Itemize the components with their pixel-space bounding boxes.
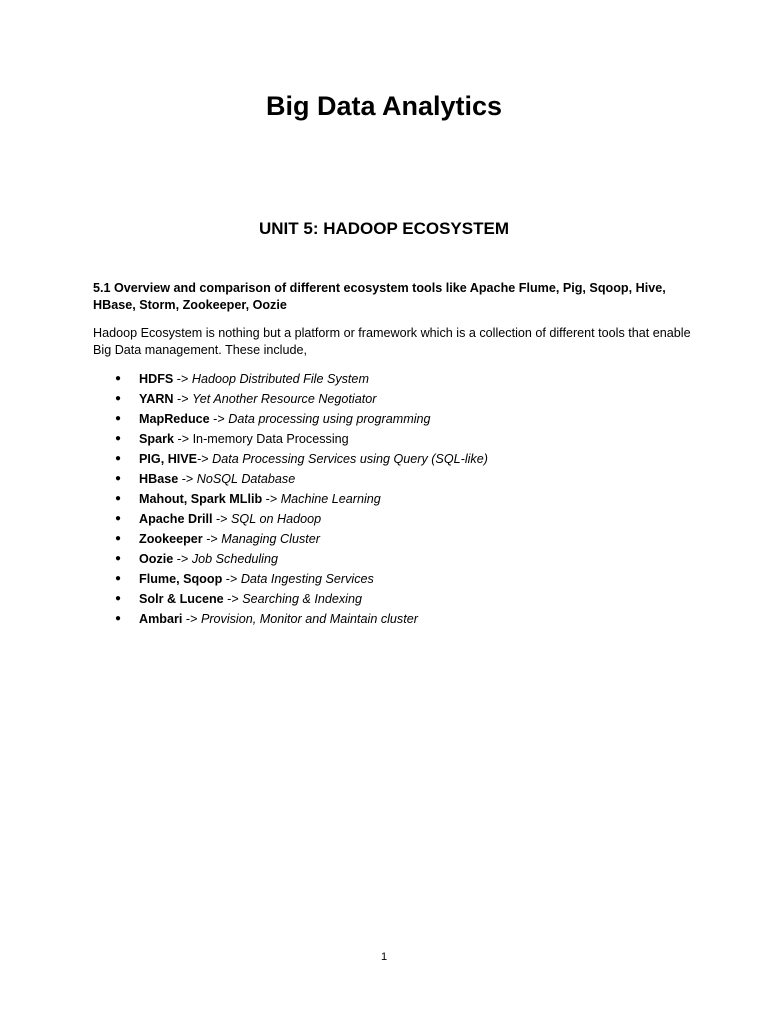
tool-description: Job Scheduling bbox=[191, 552, 278, 566]
tool-arrow: -> bbox=[182, 612, 201, 626]
list-item bbox=[93, 429, 693, 449]
tool-description: Data processing using programming bbox=[228, 412, 431, 426]
tool-description: Machine Learning bbox=[280, 492, 381, 506]
tool-description: Hadoop Distributed File System bbox=[191, 372, 369, 386]
tool-description: Data Processing Services using Query (SQL-like) bbox=[212, 452, 488, 466]
bullet-icon: ● bbox=[115, 473, 122, 484]
bullet-icon: ● bbox=[115, 613, 122, 624]
unit-title: UNIT 5: HADOOP ECOSYSTEM bbox=[259, 219, 509, 238]
tool-description: NoSQL Database bbox=[196, 472, 296, 486]
tool-name: Apache Drill bbox=[139, 512, 213, 526]
bullet-icon: ● bbox=[115, 513, 122, 524]
tool-arrow: -> bbox=[262, 492, 281, 506]
tool-name: MapReduce bbox=[139, 412, 210, 426]
tool-description: Yet Another Resource Negotiator bbox=[192, 392, 377, 406]
ecosystem-tool-list bbox=[93, 369, 693, 629]
list-item bbox=[93, 469, 693, 489]
tool-arrow: -> bbox=[173, 552, 192, 566]
bullet-icon: ● bbox=[115, 493, 122, 504]
tool-description: Managing Cluster bbox=[221, 532, 320, 546]
bullet-icon: ● bbox=[115, 453, 122, 464]
bullet-icon: ● bbox=[115, 413, 122, 424]
list-item bbox=[93, 569, 693, 589]
tool-arrow: -> bbox=[178, 472, 197, 486]
tool-description: Data Ingesting Services bbox=[240, 572, 374, 586]
document-title: Big Data Analytics bbox=[265, 91, 503, 121]
tool-description: Searching & Indexing bbox=[242, 592, 362, 606]
list-item bbox=[93, 609, 693, 629]
tool-name: Ambari bbox=[139, 612, 183, 626]
tool-description: Provision, Monitor and Maintain cluster bbox=[200, 612, 418, 626]
tool-arrow: -> bbox=[173, 392, 193, 406]
list-item bbox=[93, 449, 693, 469]
bullet-icon: ● bbox=[115, 573, 122, 584]
tool-name: PIG, HIVE bbox=[139, 452, 198, 466]
intro-paragraph: Hadoop Ecosystem is nothing but a platform or framework which is a collection of different tools that enable Big Data management. These include, bbox=[93, 326, 691, 357]
bullet-icon: ● bbox=[115, 553, 122, 564]
bullet-icon: ● bbox=[115, 533, 122, 544]
list-item bbox=[93, 369, 693, 389]
page-number: 1 bbox=[380, 951, 388, 963]
tool-description: In-memory Data Processing bbox=[192, 432, 349, 446]
tool-name: Spark bbox=[139, 432, 175, 446]
tool-arrow: -> bbox=[223, 592, 243, 606]
tool-description: SQL on Hadoop bbox=[231, 512, 322, 526]
tool-arrow: -> bbox=[173, 372, 192, 386]
tool-name: Oozie bbox=[139, 552, 174, 566]
tool-name: Flume, Sqoop bbox=[139, 572, 223, 586]
tool-arrow: -> bbox=[209, 412, 229, 426]
tool-name: YARN bbox=[139, 392, 174, 406]
bullet-icon: ● bbox=[115, 433, 122, 444]
list-item bbox=[93, 489, 693, 509]
list-item bbox=[93, 549, 693, 569]
tool-name: HBase bbox=[139, 472, 179, 486]
bullet-icon: ● bbox=[115, 393, 122, 404]
tool-name: Solr & Lucene bbox=[139, 592, 224, 606]
tool-arrow: -> bbox=[197, 452, 213, 466]
section-heading: 5.1 Overview and comparison of different ecosystem tools like Apache Flume, Pig, Sqoop, Hive, HBase, Storm, Zookeeper, Oozie bbox=[93, 281, 666, 312]
tool-name: HDFS bbox=[139, 372, 174, 386]
bullet-icon: ● bbox=[115, 373, 122, 384]
tool-arrow: -> bbox=[174, 432, 193, 446]
tool-name: Zookeeper bbox=[139, 532, 203, 546]
list-item bbox=[93, 389, 693, 409]
tool-name: Mahout, Spark MLlib bbox=[139, 492, 263, 506]
bullet-icon: ● bbox=[115, 593, 122, 604]
list-item bbox=[93, 529, 693, 549]
tool-arrow: -> bbox=[202, 532, 222, 546]
tool-arrow: -> bbox=[222, 572, 241, 586]
list-item bbox=[93, 409, 693, 429]
list-item bbox=[93, 589, 693, 609]
list-item bbox=[93, 509, 693, 529]
tool-arrow: -> bbox=[212, 512, 232, 526]
